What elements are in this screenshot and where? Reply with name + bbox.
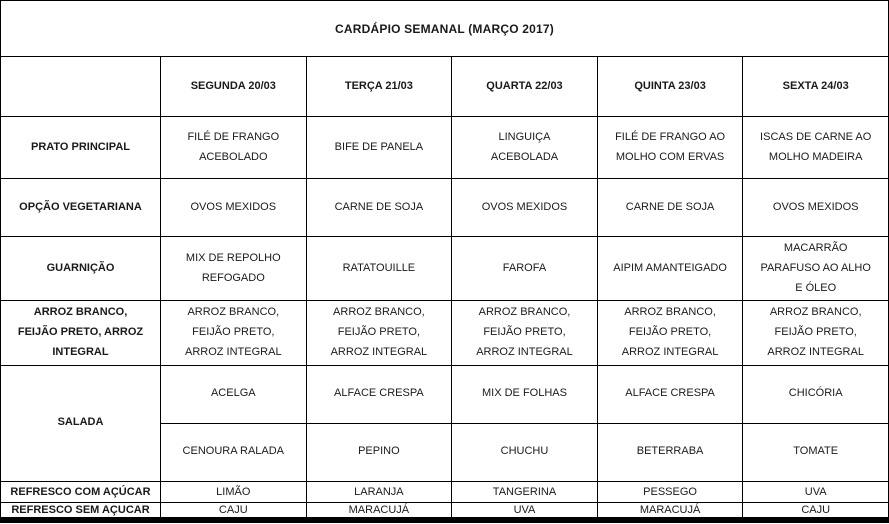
menu-cell: CAJU: [743, 502, 889, 520]
row-label-prato-principal: PRATO PRINCIPAL: [1, 117, 161, 179]
page-title: CARDÁPIO SEMANAL (MARÇO 2017): [1, 1, 889, 57]
menu-cell: AIPIM AMANTEIGADO: [597, 237, 743, 301]
menu-cell: LARANJA: [306, 481, 452, 502]
day-header-quarta: QUARTA 22/03: [452, 57, 598, 117]
table-row: [1, 502, 889, 520]
row-label-guarnicao: GUARNIÇÃO: [1, 237, 161, 301]
corner-cell: [1, 57, 161, 117]
menu-cell: ARROZ BRANCO, FEIJÃO PRETO, ARROZ INTEGRAL: [452, 301, 598, 365]
menu-cell: OVOS MEXIDOS: [161, 179, 307, 237]
menu-cell: FAROFA: [452, 237, 598, 301]
menu-cell: MIX DE REPOLHO REFOGADO: [161, 237, 307, 301]
title-row: [1, 1, 889, 57]
menu-cell: MARACUJÁ: [597, 502, 743, 520]
menu-cell: MARACUJÁ: [306, 502, 452, 520]
row-label-salada: SALADA: [1, 365, 161, 481]
menu-cell: MACARRÃO PARAFUSO AO ALHO E ÓLEO: [743, 237, 889, 301]
menu-cell: PEPINO: [306, 423, 452, 481]
table-row: [1, 117, 889, 179]
table-row: [1, 179, 889, 237]
table-row: [1, 365, 889, 423]
menu-cell: ALFACE CRESPA: [597, 365, 743, 423]
menu-cell: MIX DE FOLHAS: [452, 365, 598, 423]
table-row: [1, 301, 889, 365]
menu-cell: ALFACE CRESPA: [306, 365, 452, 423]
menu-cell: ARROZ BRANCO, FEIJÃO PRETO, ARROZ INTEGRAL: [161, 301, 307, 365]
day-header-quinta: QUINTA 23/03: [597, 57, 743, 117]
menu-cell: ARROZ BRANCO, FEIJÃO PRETO, ARROZ INTEGRAL: [743, 301, 889, 365]
menu-cell: FILÉ DE FRANGO ACEBOLADO: [161, 117, 307, 179]
menu-cell: TANGERINA: [452, 481, 598, 502]
day-header-sexta: SEXTA 24/03: [743, 57, 889, 117]
day-header-segunda: SEGUNDA 20/03: [161, 57, 307, 117]
menu-cell: ISCAS DE CARNE AO MOLHO MADEIRA: [743, 117, 889, 179]
menu-cell: CAJU: [161, 502, 307, 520]
menu-cell: CENOURA RALADA: [161, 423, 307, 481]
menu-cell: UVA: [452, 502, 598, 520]
table-row: [1, 237, 889, 301]
menu-cell: FILÉ DE FRANGO AO MOLHO COM ERVAS: [597, 117, 743, 179]
menu-cell: RATATOUILLE: [306, 237, 452, 301]
menu-cell: LINGUIÇA ACEBOLADA: [452, 117, 598, 179]
menu-cell: OVOS MEXIDOS: [743, 179, 889, 237]
menu-cell: BIFE DE PANELA: [306, 117, 452, 179]
menu-cell: LIMÃO: [161, 481, 307, 502]
menu-cell: CARNE DE SOJA: [306, 179, 452, 237]
menu-cell: ACELGA: [161, 365, 307, 423]
row-label-refresco-sem-acucar: REFRESCO SEM AÇUCAR: [1, 502, 161, 520]
menu-cell: CHUCHU: [452, 423, 598, 481]
menu-cell: PESSEGO: [597, 481, 743, 502]
row-label-opcao-vegetariana: OPÇÃO VEGETARIANA: [1, 179, 161, 237]
menu-cell: UVA: [743, 481, 889, 502]
menu-cell: OVOS MEXIDOS: [452, 179, 598, 237]
menu-cell: TOMATE: [743, 423, 889, 481]
day-header-terca: TERÇA 21/03: [306, 57, 452, 117]
menu-cell: BETERRABA: [597, 423, 743, 481]
menu-cell: ARROZ BRANCO, FEIJÃO PRETO, ARROZ INTEGRAL: [597, 301, 743, 365]
header-row: [1, 57, 889, 117]
row-label-refresco-com-acucar: REFRESCO COM AÇÚCAR: [1, 481, 161, 502]
menu-cell: CARNE DE SOJA: [597, 179, 743, 237]
table-row: [1, 481, 889, 502]
menu-cell: ARROZ BRANCO, FEIJÃO PRETO, ARROZ INTEGRAL: [306, 301, 452, 365]
row-label-arroz-feijao: ARROZ BRANCO, FEIJÃO PRETO, ARROZ INTEGRAL: [1, 301, 161, 365]
menu-cell: CHICÓRIA: [743, 365, 889, 423]
